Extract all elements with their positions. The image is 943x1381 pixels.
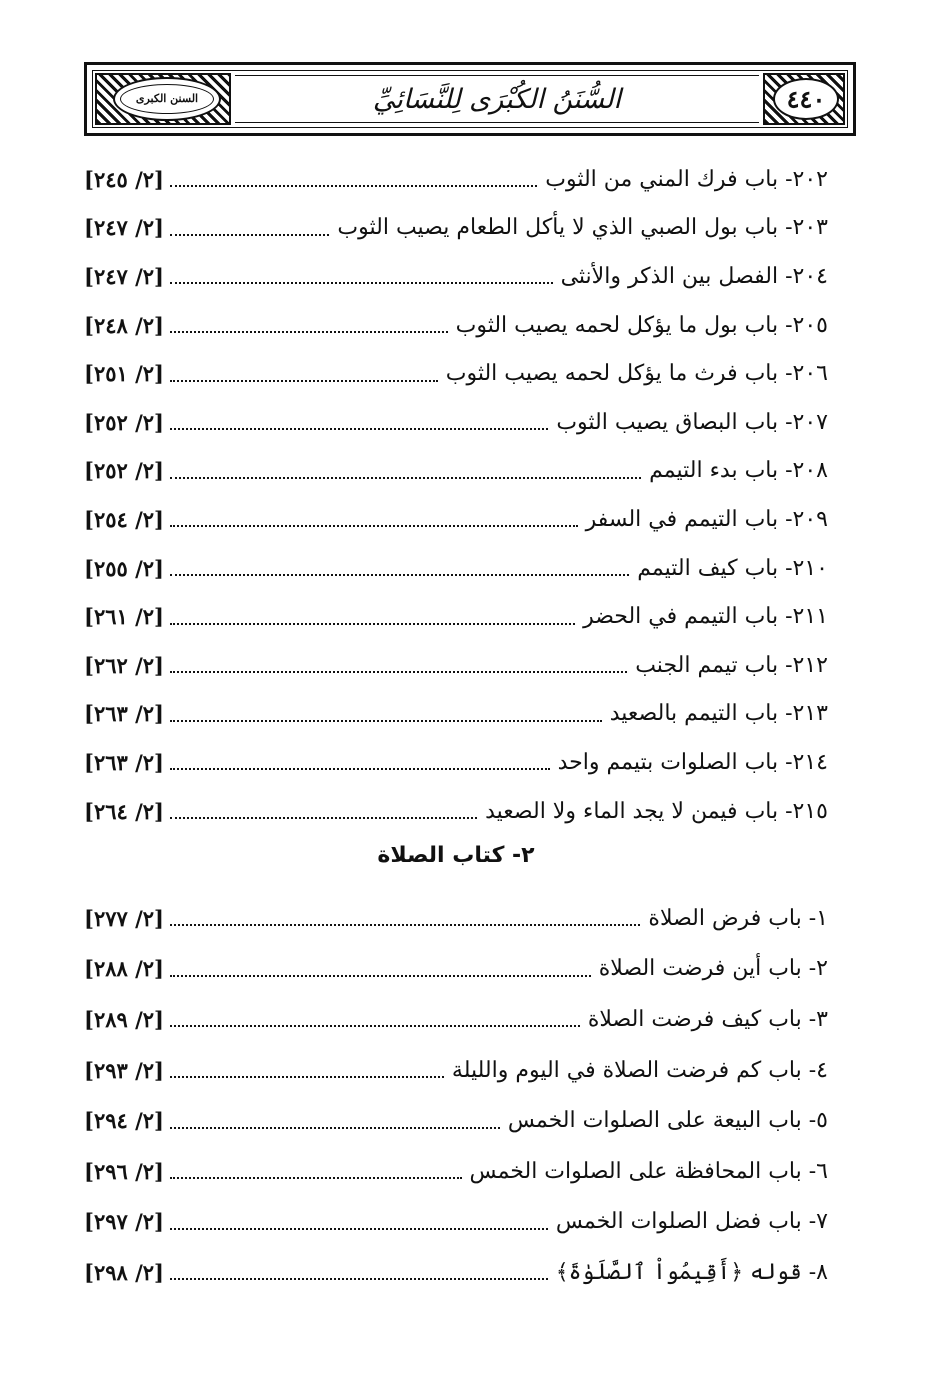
entry-title: ٢١٥- باب فيمن لا يجد الماء ولا الصعيد [485,798,828,824]
entry-title: ٢١٤- باب الصلوات بتيمم واحد [557,749,828,775]
entry-reference: [٢/ ٢٩٦] [84,1158,164,1184]
entry-reference: [٢/ ٢٦٤] [84,798,164,824]
entry-reference: [٢/ ٢٩٨] [84,1259,164,1285]
entry-title: ٨- قوله ﴿أَقِيمُواْ ٱلصَّلَوٰةَ﴾ [555,1259,828,1285]
dot-leader [170,406,548,430]
toc-entry [84,1095,828,1146]
dot-leader [170,601,575,625]
toc-entry [84,349,828,398]
dot-leader [170,358,438,382]
page-number-oval [773,78,839,120]
seal-text: السنن الكبرى [135,92,199,105]
entry-reference: [٢/ ٢٥٤] [84,506,164,532]
entry-reference: [٢/ ٢٩٧] [84,1209,164,1235]
entry-reference: [٢/ ٢٨٩] [84,1006,164,1032]
dot-leader [170,1206,548,1230]
entry-title: ٢٠٩- باب التيمم في السفر [585,506,828,532]
dot-leader [170,746,550,770]
toc-entry [84,1247,828,1298]
entry-reference: [٢/ ٢٥٢] [84,458,164,484]
entry-title: ٢١١- باب التيمم في الحضر [583,604,828,630]
entry-reference: [٢/ ٢٦٣] [84,701,164,727]
toc-entry [84,495,828,544]
entry-reference: [٢/ ٢٨٨] [84,956,164,982]
entry-reference: [٢/ ٢٦٢] [84,652,164,678]
entry-title: ٢٠٥- باب بول ما يؤكل لحمه يصيب الثوب [455,312,828,338]
dot-leader [170,163,537,187]
dot-leader [170,795,477,819]
dot-leader [170,953,591,977]
entry-reference: [٢/ ٢٤٥] [84,166,164,192]
entry-title: ٢١٣- باب التيمم بالصعيد [609,701,828,727]
entry-title: ٢- باب أين فرضت الصلاة [598,956,828,982]
toc-entry [84,544,828,593]
toc-entry [84,592,828,641]
book-title: السُّنَنُ الكُبْرَى لِلنَّسَائِيِّ [372,83,622,115]
entry-reference: [٢/ ٢٦١] [84,604,164,630]
entry-title: ٥- باب البيعة على الصلوات الخمس [507,1108,828,1134]
dot-leader [170,1256,548,1280]
entry-title: ٢٠٣- باب بول الصبي الذي لا يأكل الطعام يصيب الثوب [337,215,828,241]
toc-entry [84,690,828,739]
toc-entry [84,301,828,350]
entry-reference: [٢/ ٢٥٥] [84,555,164,581]
dot-leader [170,902,640,926]
entry-reference: [٢/ ٢٤٧] [84,215,164,241]
entry-title: ٢٠٢- باب فرك المني من الثوب [545,166,828,192]
toc-section-two [84,893,828,1298]
entry-title: ٢٠٨- باب بدء التيمم [649,458,828,484]
entry-reference: [٢/ ٢٤٨] [84,312,164,338]
entry-title: ١- باب فرض الصلاة [648,905,828,931]
section-heading: ٢- كتاب الصلاة [377,843,535,868]
entry-title: ٧- باب فضل الصلوات الخمس [555,1209,828,1235]
page-number-ornament [763,73,845,125]
toc-entry [84,1045,828,1096]
toc-entry [84,944,828,995]
dot-leader [170,1003,580,1027]
dot-leader [170,212,329,236]
entry-reference: [٢/ ٢٦٣] [84,749,164,775]
toc-entry [84,641,828,690]
toc-entry [84,447,828,496]
entry-reference: [٢/ ٢٥٢] [84,409,164,435]
dot-leader [170,698,602,722]
dot-leader [170,1155,462,1179]
dot-leader [170,1105,500,1129]
toc-entry [84,155,828,204]
page-header [84,62,856,136]
toc-entry [84,893,828,944]
entry-reference: [٢/ ٢٧٧] [84,905,164,931]
dot-leader [170,455,641,479]
dot-leader [170,309,448,333]
toc-entry [84,787,828,836]
entry-reference: [٢/ ٢٩٤] [84,1108,164,1134]
entry-title: ٢٠٦- باب فرث ما يؤكل لحمه يصيب الثوب [445,361,828,387]
dot-leader [170,649,627,673]
toc-entry [84,738,828,787]
entry-title: ٢٠٧- باب البصاق يصيب الثوب [556,409,828,435]
entry-title: ٢١٠- باب كيف التيمم [637,555,828,581]
entry-title: ٢١٢- باب تيمم الجنب [635,652,828,678]
toc-entry [84,252,828,301]
dot-leader [170,552,629,576]
toc-section-one [84,155,828,835]
toc-entry [84,204,828,253]
entry-title: ٣- باب كيف فرضت الصلاة [587,1006,828,1032]
toc-entry [84,1197,828,1248]
entry-title: ٦- باب المحافظة على الصلوات الخمس [469,1158,828,1184]
entry-title: ٢٠٤- الفصل بين الذكر والأنثى [560,263,828,289]
dot-leader [170,503,578,527]
dot-leader [170,260,553,284]
toc-entry [84,1146,828,1197]
book-seal-oval [113,77,221,121]
toc-entry [84,398,828,447]
entry-reference: [٢/ ٢٩٣] [84,1057,164,1083]
toc-entry [84,994,828,1045]
page-number: ٤٤٠ [786,84,826,114]
dot-leader [170,1054,444,1078]
book-seal-logo [115,93,219,105]
entry-title: ٤- باب كم فرضت الصلاة في اليوم والليلة [451,1057,828,1083]
book-seal-ornament [95,73,231,125]
entry-reference: [٢/ ٢٤٧] [84,263,164,289]
entry-reference: [٢/ ٢٥١] [84,361,164,387]
